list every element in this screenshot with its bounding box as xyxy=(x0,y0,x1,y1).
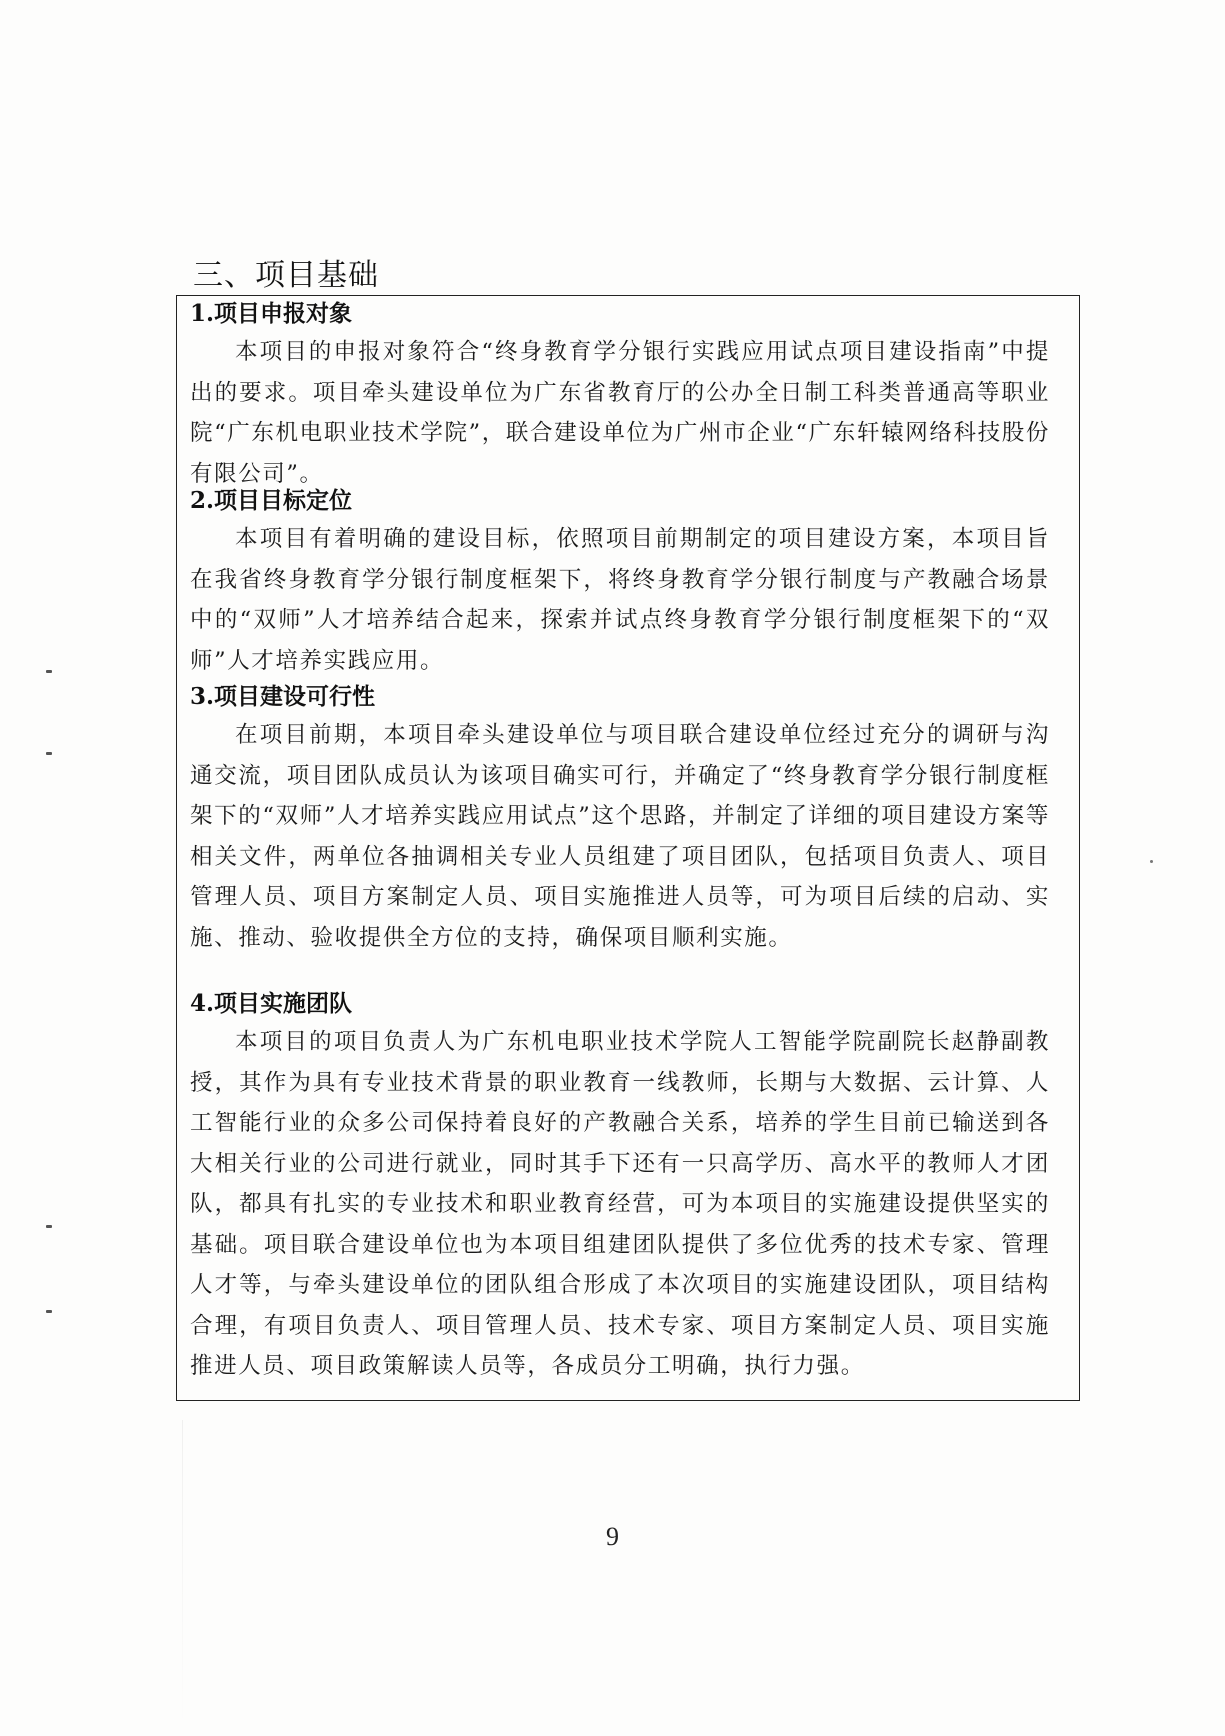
binding-mark xyxy=(46,670,52,673)
section-block-3 xyxy=(190,679,1050,958)
section-heading: 2.项目目标定位 xyxy=(190,487,353,514)
section-paragraph: 本项目有着明确的建设目标，依照项目前期制定的项目建设方案，本项目旨在我省终身教育学分银行制度框架下，将终身教育学分银行制度与产教融合场景中的“双师”人才培养结合起来，探索并试点终身教育学分银行制度框架下的“双师”人才培养实践应用。 xyxy=(190,526,1050,674)
binding-mark xyxy=(46,1225,52,1228)
section-block-1 xyxy=(190,296,1050,494)
section-block-4 xyxy=(190,986,1050,1387)
section-paragraph: 本项目的申报对象符合“终身教育学分银行实践应用试点项目建设指南”中提出的要求。项目牵头建设单位为广东省教育厅的公办全日制工科类普通高等职业院“广东机电职业技术学院”，联合建设单位为广州市企业“广东轩辕网络科技股份有限公司”。 xyxy=(190,339,1050,487)
scan-speck xyxy=(1150,860,1153,863)
section-paragraph: 本项目的项目负责人为广东机电职业技术学院人工智能学院副院长赵静副教授，其作为具有专业技术背景的职业教育一线教师，长期与大数据、云计算、人工智能行业的众多公司保持着良好的产教融合关系，培养的学生目前已输送到各大相关行业的公司进行就业，同时其手下还有一只高学历、高水平的教师人才团队，都具有扎实的专业技术和职业教育经营，可为本项目的实施建设提供坚实的基础。项目联合建设单位也为本项目组建团队提供了多位优秀的技术专家、管理人才等，与牵头建设单位的团队组合形成了本次项目的实施建设团队，项目结构合理，有项目负责人、项目管理人员、技术专家、项目方案制定人员、项目实施推进人员、项目政策解读人员等，各成员分工明确，执行力强。 xyxy=(190,1029,1050,1379)
section-heading: 4.项目实施团队 xyxy=(190,990,353,1017)
binding-mark xyxy=(46,752,52,755)
page-number: 9 xyxy=(606,1522,619,1551)
scan-shadow xyxy=(182,1420,183,1730)
section-heading: 1.项目申报对象 xyxy=(190,300,353,327)
section-title: 三、项目基础 xyxy=(193,258,379,293)
section-paragraph: 在项目前期，本项目牵头建设单位与项目联合建设单位经过充分的调研与沟通交流，项目团队成员认为该项目确实可行，并确定了“终身教育学分银行制度框架下的“双师”人才培养实践应用试点”这个思路，并制定了详细的项目建设方案等相关文件，两单位各抽调相关专业人员组建了项目团队，包括项目负责人、项目管理人员、项目方案制定人员、项目实施推进人员等，可为项目后续的启动、实施、推动、验收提供全方位的支持，确保项目顺利实施。 xyxy=(190,722,1050,951)
binding-mark xyxy=(46,1310,52,1313)
section-heading: 3.项目建设可行性 xyxy=(190,683,376,710)
section-block-2 xyxy=(190,483,1050,681)
